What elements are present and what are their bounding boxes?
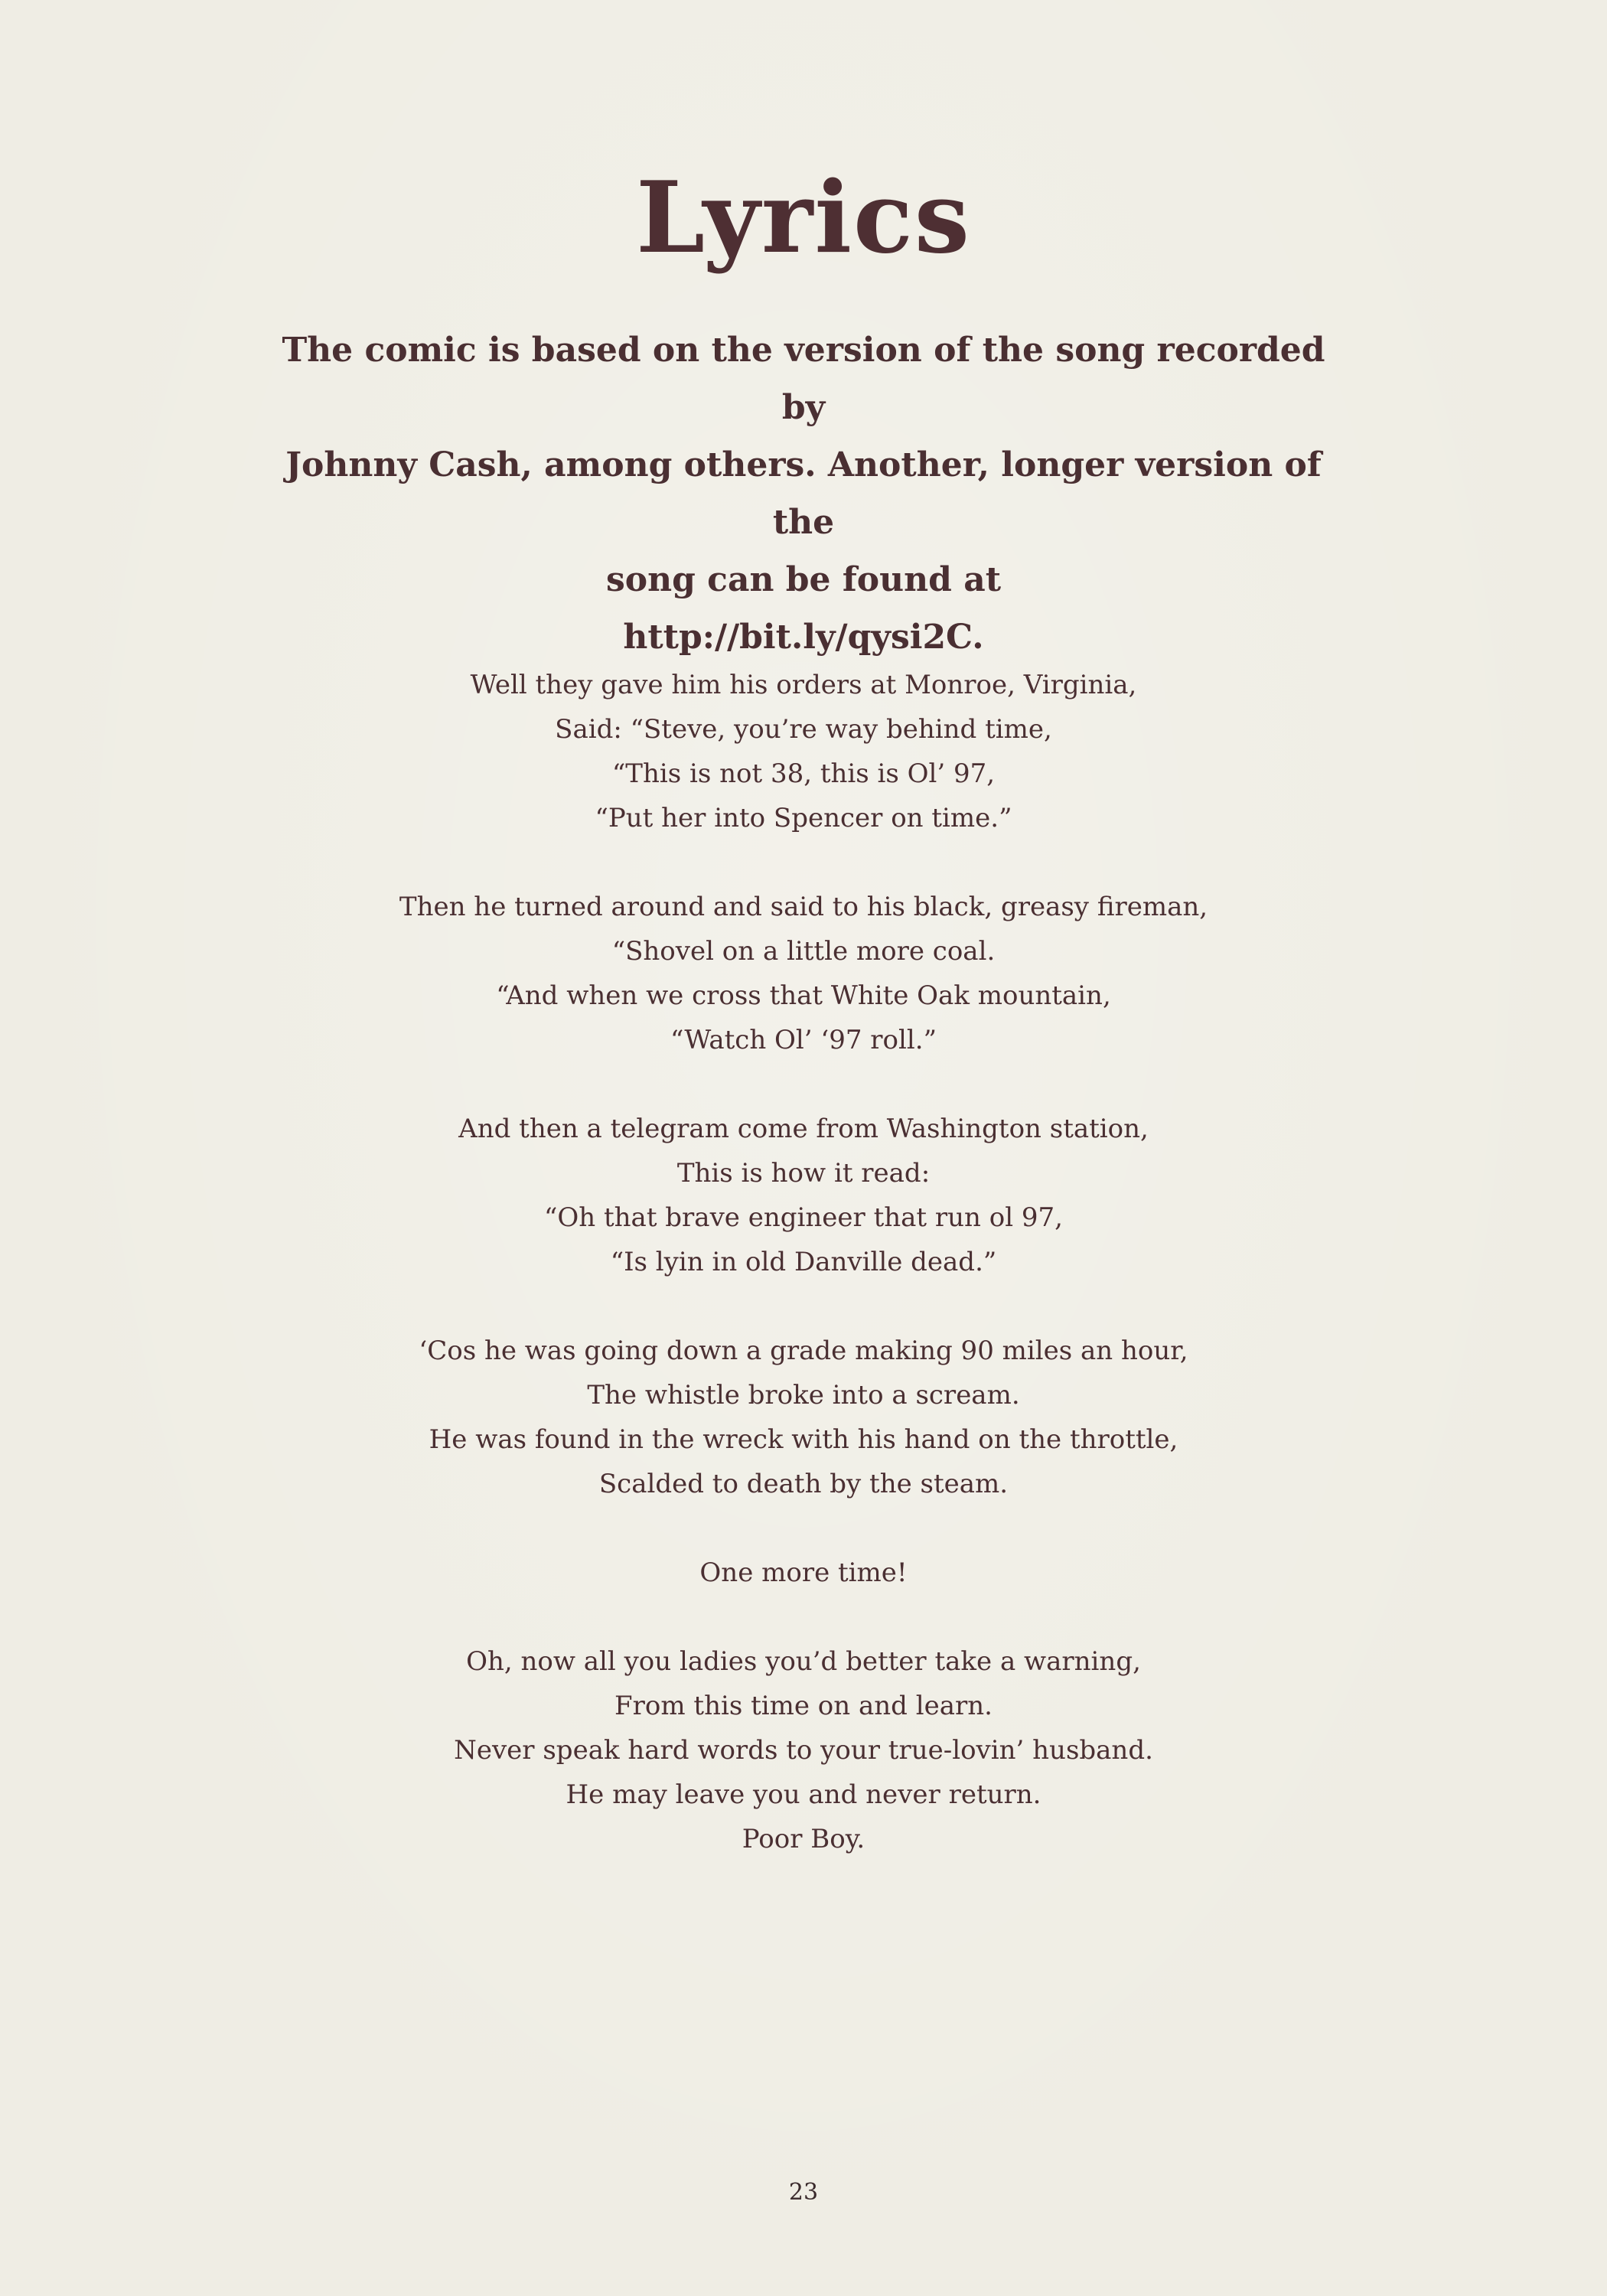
lyric-line: This is how it read: xyxy=(676,1158,931,1189)
intro-paragraph xyxy=(260,321,1347,666)
intro-line: The comic is based on the version of the song recorded by xyxy=(282,331,1325,427)
lyric-line: “And when we cross that White Oak mountain, xyxy=(496,980,1111,1011)
lyric-line: Scalded to death by the steam. xyxy=(598,1469,1009,1499)
lyric-line: Oh, now all you ladies you’d better take a warning, xyxy=(466,1646,1141,1677)
stanza-3 xyxy=(230,1107,1377,1284)
lyric-line: “This is not 38, this is Ol’ 97, xyxy=(611,758,996,789)
lyric-line: ‘Cos he was going down a grade making 90 miles an hour, xyxy=(419,1336,1188,1366)
lyric-line: “Put her into Spencer on time.” xyxy=(595,803,1012,833)
lyric-line: The whistle broke into a scream. xyxy=(587,1380,1020,1411)
intro-line: Johnny Cash, among others. Another, longer version of the xyxy=(285,445,1322,542)
page-number: 23 xyxy=(788,2179,819,2206)
lyric-line: “Watch Ol’ ‘97 roll.” xyxy=(670,1025,937,1055)
lyric-line: “Oh that brave engineer that run ol 97, xyxy=(544,1202,1063,1233)
lyric-line: Said: “Steve, you’re way behind time, xyxy=(555,714,1052,745)
stanza-6 xyxy=(230,1639,1377,1861)
lyrics-block xyxy=(230,663,1377,1906)
stanza-4 xyxy=(230,1329,1377,1506)
stanza-2 xyxy=(230,885,1377,1062)
lyric-line: One more time! xyxy=(699,1557,908,1588)
lyric-line: Well they gave him his orders at Monroe, Virginia, xyxy=(470,670,1137,700)
page-title: Lyrics xyxy=(636,161,971,276)
lyric-line: He was found in the wreck with his hand on the throttle, xyxy=(429,1424,1178,1455)
stanza-1 xyxy=(230,663,1377,840)
lyric-line: “Shovel on a little more coal. xyxy=(611,936,996,967)
lyric-line: Poor Boy. xyxy=(742,1824,865,1854)
stanza-5 xyxy=(230,1551,1377,1595)
lyric-line: “Is lyin in old Danville dead.” xyxy=(610,1247,997,1277)
lyric-line: He may leave you and never return. xyxy=(566,1779,1041,1810)
intro-link[interactable]: http://bit.ly/qysi2C. xyxy=(623,618,984,657)
lyric-line: Never speak hard words to your true-lovin’ husband. xyxy=(454,1735,1153,1766)
lyric-line: From this time on and learn. xyxy=(614,1691,993,1721)
lyric-line: Then he turned around and said to his black, greasy fireman, xyxy=(399,892,1208,922)
intro-line: song can be found at xyxy=(605,560,1002,599)
lyric-line: And then a telegram come from Washington station, xyxy=(458,1114,1149,1144)
